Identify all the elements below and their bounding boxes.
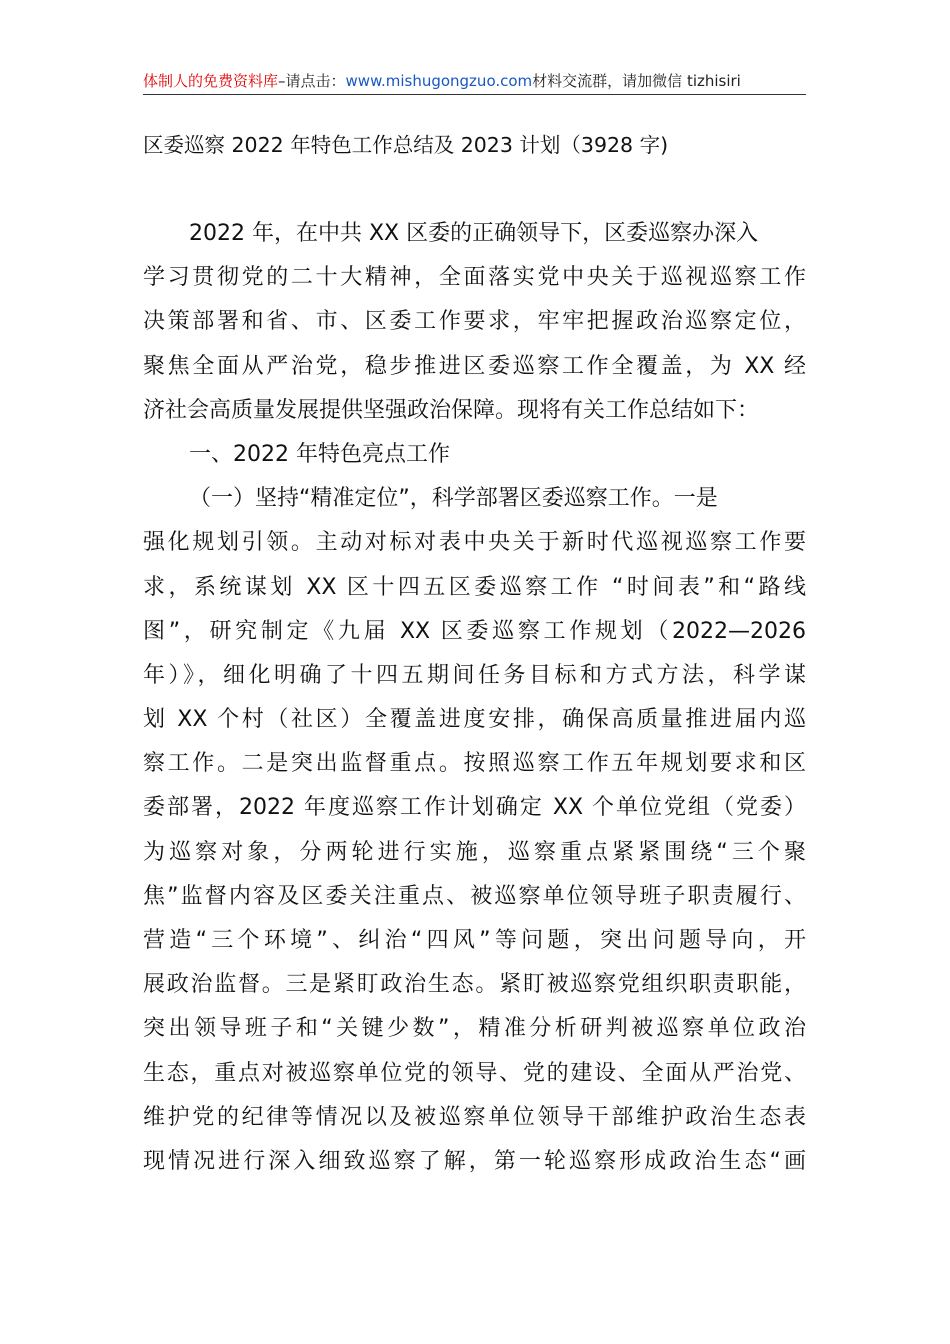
body-line-22: 现情况进行深入细致巡察了解，第一轮巡察形成政治生态“画 [143, 1148, 806, 1174]
document-body [143, 212, 806, 1184]
body-line-19: 突出领导班子和“关键少数”，精准分析研判被巡察单位政治 [143, 1016, 806, 1042]
header-prompt: –请点击： [278, 72, 346, 90]
body-line-14: 委部署，2022 年度巡察工作计划确定 XX 个单位党组（党委） [143, 795, 806, 821]
document-title: 区委巡察 2022 年特色工作总结及 2023 计划（3928 字) [143, 133, 669, 157]
body-line-12: 划 XX 个村（社区）全覆盖进度安排，确保高质量推进届内巡 [143, 707, 806, 733]
body-line-9: 求，系统谋划 XX 区十四五区委巡察工作 “时间表”和“路线 [143, 574, 806, 600]
body-line-15: 为巡察对象，分两轮进行实施，巡察重点紧紧围绕“三个聚 [143, 839, 806, 865]
body-line-13: 察工作。二是突出监督重点。按照巡察工作五年规划要求和区 [143, 751, 806, 777]
body-line-18: 展政治监督。三是紧盯政治生态。紧盯被巡察党组织职责职能， [143, 972, 806, 998]
body-line-3: 决策部署和省、市、区委工作要求，牢牢把握政治巡察定位， [143, 309, 806, 335]
section-heading-1: 一、2022 年特色亮点工作 [189, 441, 450, 467]
body-line-5: 济社会高质量发展提供坚强政治保障。现将有关工作总结如下： [143, 397, 760, 423]
body-line-4: 聚焦全面从严治党，稳步推进区委巡察工作全覆盖，为 XX 经 [143, 353, 806, 379]
header-contact: 材料交流群，请加微信 tizhisiri [532, 72, 741, 90]
header-site-name: 体制人的免费资料库 [143, 72, 279, 90]
body-line-7: （一）坚持“精准定位”，科学部署区委巡察工作。一是 [189, 486, 718, 512]
body-line-10: 图”，研究制定《九届 XX 区委巡察工作规划（2022—2026 [143, 618, 806, 644]
body-line-2: 学习贯彻党的二十大精神，全面落实党中央关于巡视巡察工作 [143, 265, 806, 291]
body-line-17: 营造“三个环境”、纠治“四风”等问题，突出问题导向，开 [143, 928, 806, 953]
body-line-8: 强化规划引领。主动对标对表中央关于新时代巡视巡察工作要 [143, 530, 806, 556]
body-line-20: 生态，重点对被巡察单位党的领导、党的建设、全面从严治党、 [143, 1060, 806, 1086]
header-url-link[interactable]: www.mishugongzuo.com [345, 72, 533, 90]
body-line-16: 焦”监督内容及区委关注重点、被巡察单位领导班子职责履行、 [143, 883, 806, 909]
body-line-1: 2022 年，在中共 XX 区委的正确领导下，区委巡察办深入 [189, 221, 759, 246]
body-line-11: 年）》，细化明确了十四五期间任务目标和方式方法，科学谋 [143, 662, 806, 688]
page-header [143, 68, 806, 94]
body-line-21: 维护党的纪律等情况以及被巡察单位领导干部维护政治生态表 [143, 1104, 806, 1130]
header-divider [143, 94, 806, 95]
